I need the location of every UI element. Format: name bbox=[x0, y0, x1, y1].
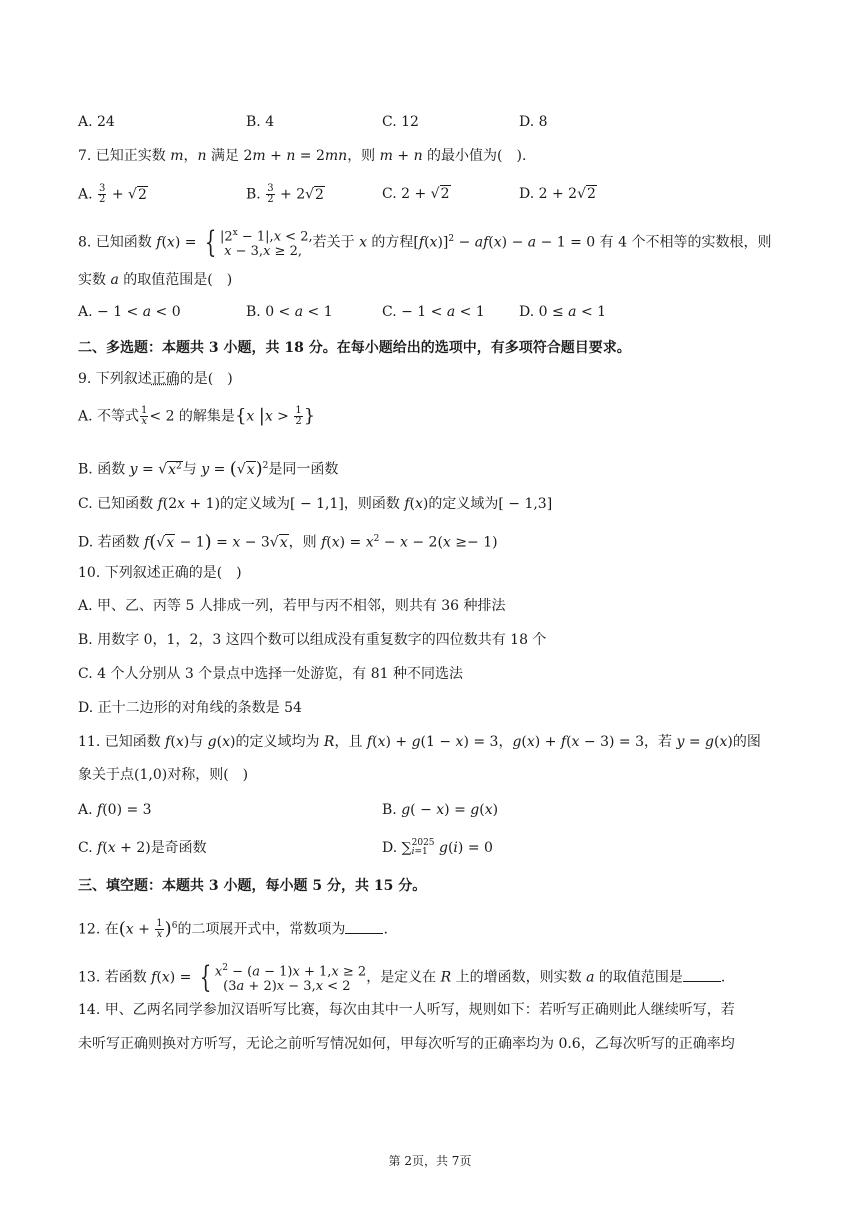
q6-option-a: A. 24 bbox=[78, 114, 115, 130]
q9-option-a: A. 不等式 $\frac{1}{x}$ < 2 的解集是{x |x > $\frac{1}{2}$ } bbox=[78, 405, 316, 427]
q9-option-c: C. 已知函数 f(2x + 1)的定义域为[ − 1,1]，则函数 f(x)的定义域为[ − 1,3] bbox=[78, 496, 553, 512]
q7-option-b: B. $\frac{3}{2}$ + 2√2 bbox=[246, 183, 324, 205]
q6-option-c: C. 12 bbox=[382, 114, 419, 130]
q11-stem-line2: 象关于点(1,0)对称，则( ) bbox=[78, 767, 249, 783]
q8-option-d: D. 0 ≤ a < 1 bbox=[519, 304, 607, 320]
q10-option-d: D. 正十二边形的对角线的条数是 54 bbox=[78, 700, 302, 716]
q9-stem: 9. 下列叙述正确的是( ) bbox=[78, 371, 233, 387]
q8-stem-line2: 实数 a 的取值范围是( ) bbox=[78, 272, 233, 288]
q11-option-b: B. g( − x) = g(x) bbox=[382, 802, 499, 818]
q10-option-a: A. 甲、乙、丙等 5 人排成一列，若甲与丙不相邻，则共有 36 种排法 bbox=[78, 598, 506, 614]
q8-stem-line1: 8. 已知函数 f(x) = { $|2^x - 1|,x < 2$, x − 3,x ≥ 2, 若关于 x 的方程$[f(x)]^2 - af(x) - a - 1 = 0$ 有 4 个不相等的实数根，则 bbox=[78, 224, 772, 260]
q9-option-b: B. 函数 $y = √x^2$与 $y = (√x)^2$是同一函数 bbox=[78, 458, 339, 480]
q11-options-row2 bbox=[78, 838, 798, 860]
q14-line2: 未听写正确则换对方听写，无论之前听写情况如何，甲每次听写的正确率均为 0.6，乙每次听写的正确率均 bbox=[78, 1036, 735, 1052]
q9-option-d: D. 若函数 f(√x − 1) = x − 3√x，则 $f(x) = x^2 - x - 2(x \ge- 1)$ bbox=[78, 531, 498, 553]
q6-option-d: D. 8 bbox=[519, 114, 548, 130]
q10-option-c: C. 4 个人分别从 3 个景点中选择一处游览，有 81 种不同选法 bbox=[78, 666, 463, 682]
q10-option-b: B. 用数字 0，1，2，3 这四个数可以组成没有重复数字的四位数共有 18 个 bbox=[78, 632, 547, 648]
q7-options bbox=[78, 184, 798, 206]
q11-option-d: D. ∑ 2025 i=1 g(i) = 0 bbox=[382, 838, 493, 857]
q8-option-a: A. − 1 < a < 0 bbox=[78, 304, 181, 320]
section-2-heading: 二、多选题：本题共 3 小题，共 18 分。在每小题给出的选项中，有多项符合题目要求。 bbox=[78, 340, 631, 356]
q7-option-a: A. $\frac{3}{2}$ + √2 bbox=[78, 183, 147, 205]
q6-option-b: B. 4 bbox=[246, 114, 275, 130]
q7-option-c: C. 2 + √2 bbox=[382, 186, 450, 202]
q7-stem: 7. 已知正实数 m，n 满足 2m + n = 2mn，则 m + n 的最小值为( ). bbox=[78, 148, 527, 164]
q10-stem: 10. 下列叙述正确的是( ) bbox=[78, 565, 242, 581]
q11-options-row1 bbox=[78, 800, 798, 822]
q8-option-b: B. 0 < a < 1 bbox=[246, 304, 333, 320]
q11-stem-line1: 11. 已知函数 f(x)与 g(x)的定义域均为 R，且 f(x) + g(1 − x) = 3，g(x) + f(x − 3) = 3，若 y = g(x)的图 bbox=[78, 734, 761, 750]
q14-line1: 14. 甲、乙两名同学参加汉语听写比赛，每次由其中一人听写，规则如下：若听写正确则此人继续听写，若 bbox=[78, 1002, 735, 1018]
section-3-heading: 三、填空题：本题共 3 小题，每小题 5 分，共 15 分。 bbox=[78, 878, 427, 894]
q12-stem: 12. 在(x + $\frac{1}{x}$ )$^6$的二项展开式中，常数项为 . bbox=[78, 918, 388, 941]
q13-stem: 13. 若函数 f(x) = { $x^2 - (a - 1)x + 1,x \ge 2$ (3a + 2)x − 3,x < 2 ，是定义在 R 上的增函数，则实数 a 的取值范围是 . bbox=[78, 959, 726, 995]
q11-option-a: A. f(0) = 3 bbox=[78, 802, 152, 818]
q7-option-d: D. 2 + 2√2 bbox=[519, 186, 596, 202]
q6-options bbox=[78, 112, 798, 134]
page-footer: 第 2页，共 7页 bbox=[388, 1154, 472, 1168]
q8-option-c: C. − 1 < a < 1 bbox=[382, 304, 485, 320]
q8-options bbox=[78, 302, 798, 324]
q11-option-c: C. f(x + 2)是奇函数 bbox=[78, 840, 207, 856]
